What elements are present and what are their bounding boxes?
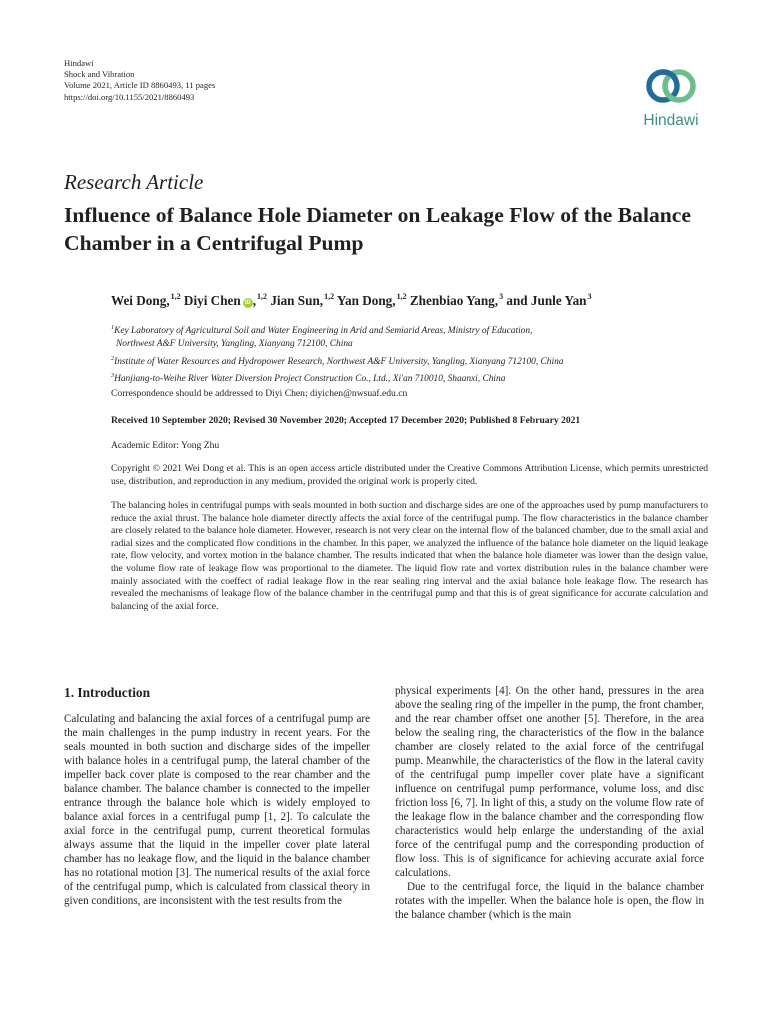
affiliation-text: Institute of Water Resources and Hydropower Research, Northwest A&F University, Yangling, Xianyang 712100, China: [114, 356, 564, 367]
section-heading-introduction: 1. Introduction: [64, 685, 151, 700]
author-affil-sup: 1,2: [170, 292, 181, 301]
abstract: The balancing holes in centrifugal pumps with seals mounted in both suction and discharge sides are one of the approaches used by pump manufacturers to reduce the axial thrust. The balance hole diameter directly affects the axial force of the centrifugal pump. The flow characteristics in the balance chamber are closely related to the balance hole diameter. However, research is not very clear on the internal flow of the balanced chamber, due to the small axial and radial sizes and the complicated flow conditions in the chamber. In this paper, we analyzed the influence of the balance hole diameter on the liquid leakage rate, flow velocity, and vortex motion in the balance chamber. The results indicated that when the balance hole diameter was lower than the design value, the volume flow rate of leakage flow was proportional to the diameter. The liquid flow rate and vortex distribution rules in the balance chamber were mainly associated with the coeffect of radial leakage flow in the rear sealing ring interval and the axial balance hole leakage flow. The research has revealed the mechanisms of leakage flow of the balance chamber in the centrifugal pump and that this is of great significance for accurate calculation and balancing of the axial force.: [111, 500, 708, 612]
affiliation-sup: 3: [111, 372, 115, 380]
paragraph: Due to the centrifugal force, the liquid in the balance chamber rotates with the impeller. When the balance hole is open, the flow in the balance chamber (which is the main: [395, 881, 704, 922]
paragraph: physical experiments [4]. On the other hand, pressures in the area above the sealing ring of the impeller in the pump, the front chamber, and the rear chamber offset one another [5]. Therefore, in the area below the sealing ring, the characteristics of the flow in the balance chamber are closely related to the axial force of the centrifugal pump. Meanwhile, the characteristics of the flow in the lateral cavity of the centrifugal pump impeller cover plate have a significant influence on centrifugal pump performance, volume loss, and disc friction loss [6, 7]. In light of this, a study on the volume flow rate of the leakage flow in the balance chamber and the corresponding flow characteristics would help enlarge the understanding of the axial force of the centrifugal pump and the corresponding production of flow loss. This is of significance for achieving accurate axial force calculations.: [395, 685, 704, 880]
author-name[interactable]: Yan Dong,: [336, 293, 396, 308]
body-column-left: [64, 712, 370, 908]
logo-wordmark: Hindawi: [643, 112, 699, 129]
author-name[interactable]: Zhenbiao Yang,: [409, 293, 499, 308]
author-name[interactable]: Wei Dong,: [111, 293, 170, 308]
author-name[interactable]: Jian Sun,: [270, 293, 324, 308]
paragraph: Calculating and balancing the axial forces of a centrifugal pump are the main challenges in the pump industry in recent years. For the seals mounted in both suction and discharge sides of the impeller with balance holes in a centrifugal pump, the lateral chamber of the impeller back cover plate is composed to the rear chamber and the balance chamber. The balance chamber is connected to the impeller entrance through the balance hole which is widely employed to balance axial forces in a centrifugal pump [1, 2]. To calculate the axial force in the centrifugal pump, current theoretical formulas always assume that the liquid in the impeller cover plate lateral chamber has no leakage flow, and the liquid in the balance chamber has no rotational motion [3]. The numerical results of the axial force of the centrifugal pump, which is calculated from classical theory in given conditions, are inconsistent with the test results from the: [64, 713, 370, 908]
journal-meta: [64, 58, 215, 103]
author-affil-sup: 1,2: [324, 292, 335, 301]
author-affil-sup: 1,2: [396, 292, 407, 301]
author-affil-sup: 3: [499, 292, 504, 301]
author-name[interactable]: Diyi Chen: [183, 293, 241, 308]
publisher-name: Hindawi: [64, 58, 94, 68]
affiliation-text: Key Laboratory of Agricultural Soil and Water Engineering in Arid and Semiarid Areas, Ministry of Education,: [114, 326, 533, 336]
doi-link[interactable]: https://doi.org/10.1155/2021/8860493: [64, 91, 195, 102]
correspondence: Correspondence should be addressed to Diyi Chen; diyichen@nwsuaf.edu.cn: [111, 388, 408, 399]
affiliation-item: [111, 352, 711, 369]
affiliation-sup: 1: [111, 324, 115, 331]
orcid-icon[interactable]: iD: [244, 300, 251, 306]
affiliation-item-continued: Northwest A&F University, Yangling, Xianyang 712100, China: [116, 339, 353, 350]
journal-name: Shock and Vibration: [64, 69, 135, 80]
academic-editor: Academic Editor: Yong Zhu: [111, 440, 220, 451]
article-type: Research Article: [64, 170, 204, 194]
volume-line: Volume 2021, Article ID 8860493, 11 pages: [64, 80, 216, 91]
article-title: Influence of Balance Hole Diameter on Leakage Flow of the Balance Chamber in a Centrifugal Pump: [64, 203, 691, 255]
author-affil-sup: 3: [587, 292, 592, 301]
body-column-right: [395, 684, 704, 922]
affiliation-item: [111, 369, 711, 386]
affiliation-text: Hanjiang-to-Weihe River Water Diversion Project Construction Co., Ltd., Xi'an 710010, Shaanxi, China: [114, 374, 506, 385]
author-list: Wei Dong,$^{1,2}$ Diyi Chen iD ,$^{1,2}$ Jian Sun,$^{1,2}$ Yan Dong,$^{1,2}$ Zhenbiao Yang,$^3$ and Junle Yan$^3$: [111, 292, 592, 308]
author-name[interactable]: and Junle Yan: [506, 293, 587, 308]
copyright-notice: Copyright © 2021 Wei Dong et al. This is an open access article distributed under the Creative Commons Attribution License, which permits unrestricted use, distribution, and reproduction in any medium, provided the original work is properly cited.: [111, 463, 708, 487]
affiliations: [111, 321, 711, 387]
publication-dates: Received 10 September 2020; Revised 30 November 2020; Accepted 17 December 2020; Published 8 February 2021: [111, 415, 581, 426]
author-affil-sup: 1,2: [257, 292, 268, 301]
affiliation-item: [111, 321, 711, 338]
affiliation-sup: 2: [111, 354, 115, 362]
